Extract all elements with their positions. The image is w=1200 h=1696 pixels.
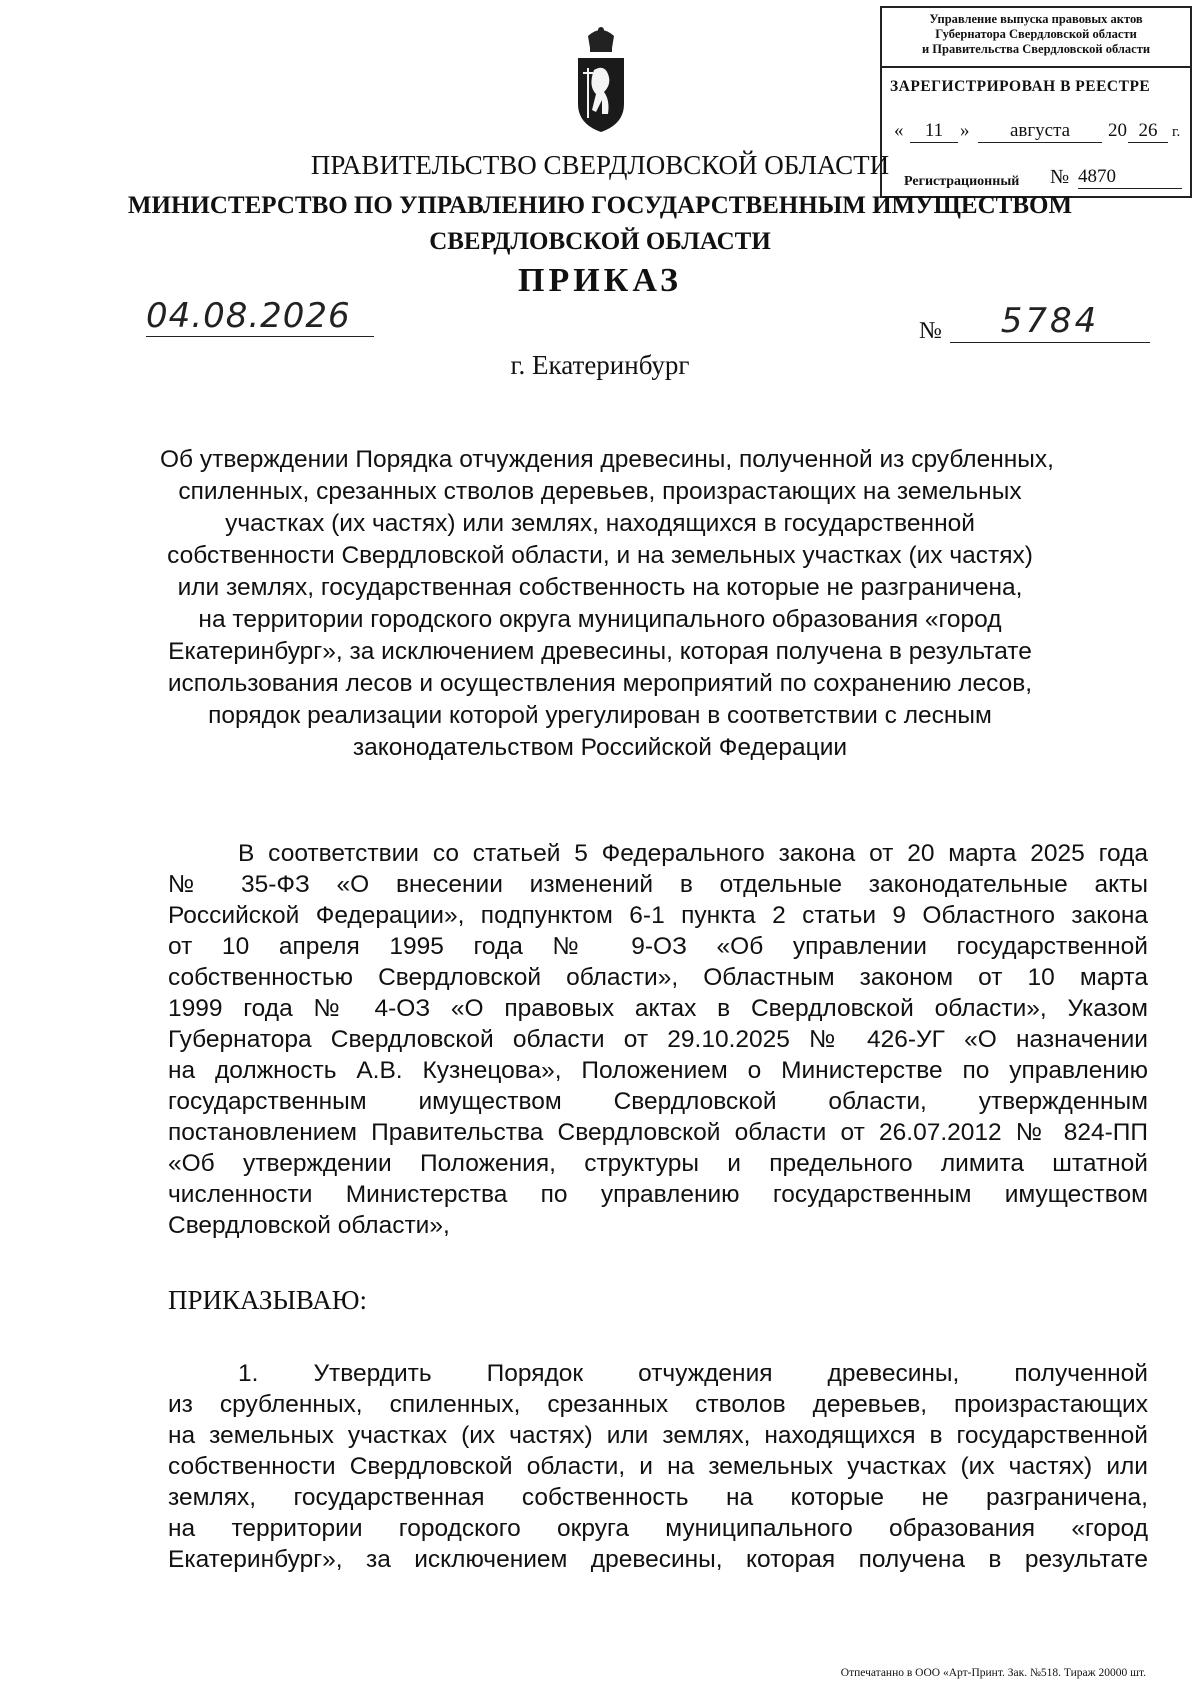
item-line: на земельных участках (их частях) или землях, находящихся в государственной: [168, 1422, 1148, 1449]
stamp-open-quote: «: [894, 120, 904, 141]
preamble-line: Российской Федерации», подпунктом 6-1 пункта 2 статьи 9 Областного закона: [168, 902, 1148, 929]
handwritten-number: 5784: [950, 300, 1150, 343]
stamp-month: августа: [978, 120, 1102, 143]
ministry-line: МИНИСТЕРСТВО ПО УПРАВЛЕНИЮ ГОСУДАРСТВЕННЫМ ИМУЩЕСТВОМ: [127, 192, 1073, 219]
stamp-organization: [882, 12, 1190, 57]
stamp-org-line: и Правительства Свердловской области: [921, 42, 1151, 56]
item-line: собственности Свердловской области, и на земельных участках (их частях) или: [168, 1453, 1148, 1480]
title-line: участках (их частях) или землях, находящихся в государственной: [225, 510, 975, 537]
preamble-line: 1999 года № 4-ОЗ «О правовых актах в Свердловской области», Указом: [168, 995, 1148, 1022]
stamp-reg-number: 4870: [1078, 166, 1182, 189]
title-line: Екатеринбург», за исключением древесины, которая получена в результате: [168, 638, 1032, 665]
title-line: Об утверждении Порядка отчуждения древесины, полученной из срубленных,: [160, 446, 1054, 473]
item-line: Екатеринбург», за исключением древесины, которая получена в результате: [168, 1546, 1148, 1573]
stamp-org-line: Губернатора Свердловской области: [935, 27, 1137, 41]
preamble-line: «Об утверждении Положения, структуры и предельного лимита штатной: [168, 1150, 1148, 1177]
preamble-line: постановлением Правительства Свердловской области от 26.07.2012 № 824-ПП: [168, 1119, 1148, 1146]
government-name: ПРАВИТЕЛЬСТВО СВЕРДЛОВСКОЙ ОБЛАСТИ: [310, 150, 890, 180]
stamp-reg-no-sign: №: [1050, 166, 1070, 188]
item-line: 1. Утвердить Порядок отчуждения древесины, полученной: [238, 1360, 1148, 1387]
stamp-year-abbr: г.: [1172, 124, 1181, 140]
handwritten-date: 04.08.2026: [146, 296, 374, 337]
stamp-org-line: Управление выпуска правовых актов: [929, 12, 1143, 26]
city-name: г. Екатеринбург: [510, 350, 690, 380]
item-line: на территории городского округа муниципального образования «город: [168, 1515, 1148, 1542]
stamp-year-prefix: 20: [1108, 120, 1127, 141]
preamble-line: численности Министерства по управлению государственным имуществом: [168, 1181, 1148, 1208]
preamble-line: Губернатора Свердловской области от 29.10.2025 № 426-УГ «О назначении: [168, 1026, 1148, 1053]
title-line: на территории городского округа муниципального образования «город: [198, 606, 1002, 633]
preamble-line: собственностью Свердловской области», Областным законом от 10 марта: [168, 964, 1148, 991]
title-line: законодательством Российской Федерации: [352, 734, 848, 761]
preamble-line: В соответствии со статьей 5 Федерального закона от 20 марта 2025 года: [238, 840, 1148, 867]
printer-imprint: Отпечатанно в ООО «Арт-Принт. Зак. №518. Тираж 20000 шт.: [840, 1667, 1146, 1679]
ministry-line: СВЕРДЛОВСКОЙ ОБЛАСТИ: [429, 228, 771, 255]
title-line: или землях, государственная собственность на которые не разграничена,: [177, 574, 1023, 601]
stamp-registered-label: ЗАРЕГИСТРИРОВАН В РЕЕСТРЕ: [890, 78, 1151, 95]
document-type: ПРИКАЗ: [518, 262, 682, 299]
preamble-line: государственным имуществом Свердловской области, утвержденным: [168, 1088, 1148, 1115]
stamp-close-quote: »: [960, 120, 970, 141]
title-line: порядок реализации которой урегулирован в соответствии с лесным: [208, 702, 992, 729]
title-line: спиленных, срезанных стволов деревьев, произрастающих на земельных: [178, 478, 1022, 505]
item-line: из срубленных, спиленных, срезанных стволов деревьев, произрастающих: [168, 1391, 1148, 1418]
title-line: собственности Свердловской области, и на земельных участках (их частях): [167, 542, 1033, 569]
order-word: ПРИКАЗЫВАЮ:: [168, 1285, 367, 1315]
title-line: использования лесов и осуществления мероприятий по сохранению лесов,: [167, 670, 1033, 697]
preamble-paragraph: [168, 838, 1148, 1241]
stamp-divider: [882, 66, 1190, 68]
preamble-line: от 10 апреля 1995 года № 9-ОЗ «Об управлении государственной: [168, 933, 1148, 960]
item-line: землях, государственная собственность на которые не разграничена,: [168, 1484, 1148, 1511]
stamp-reg-label: Регистрационный: [904, 174, 1020, 189]
document-title: [160, 444, 1054, 764]
preamble-line: Свердловской области»,: [168, 1212, 450, 1239]
ministry-name: [0, 188, 1200, 260]
preamble-line: № 35-ФЗ «О внесении изменений в отдельные законодательные акты: [168, 871, 1148, 898]
number-sign: №: [919, 318, 942, 344]
preamble-line: на должность А.В. Кузнецова», Положением о Министерстве по управлению: [168, 1057, 1148, 1084]
order-item-1: [168, 1358, 1148, 1575]
coat-of-arms-emblem: [574, 26, 628, 136]
stamp-year-suffix: 26: [1128, 120, 1168, 143]
stamp-day: 11: [910, 120, 958, 143]
